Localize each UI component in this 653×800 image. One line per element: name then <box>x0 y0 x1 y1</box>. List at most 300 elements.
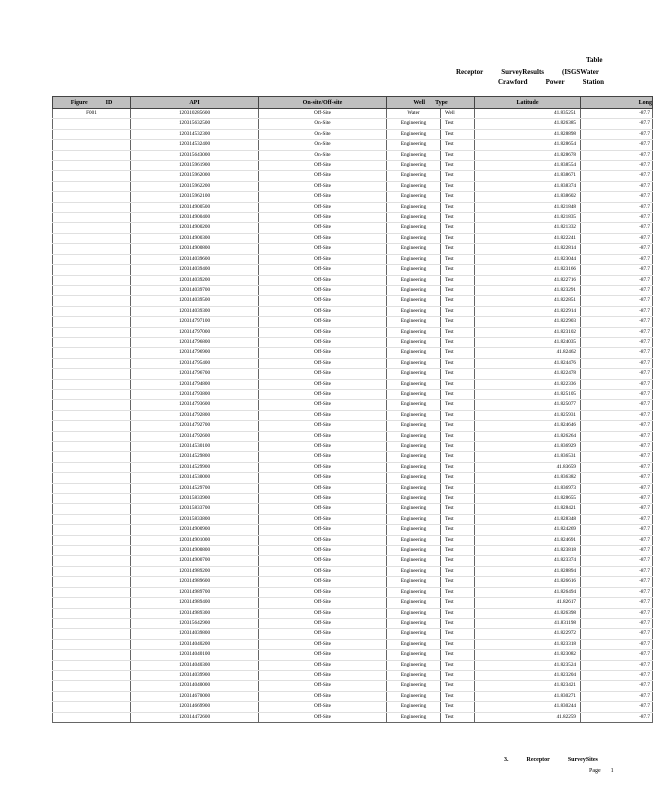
figure-id-cell <box>53 244 131 254</box>
table-row <box>53 598 653 608</box>
table-row <box>53 712 653 722</box>
table-row <box>53 566 653 576</box>
longitude-cell: -87.7 <box>581 233 653 243</box>
latitude-cell: 41.836973 <box>475 483 581 493</box>
footer-note <box>504 757 598 763</box>
table-row <box>53 650 653 660</box>
table-row <box>53 473 653 483</box>
longitude-cell: -87.7 <box>581 462 653 472</box>
type-cell: Test <box>441 140 475 150</box>
well-cell: Engineering <box>387 587 441 597</box>
longitude-cell: -87.7 <box>581 660 653 670</box>
longitude-cell: -87.7 <box>581 712 653 722</box>
table-row <box>53 442 653 452</box>
longitude-cell: -87.7 <box>581 452 653 462</box>
type-cell: Test <box>441 150 475 160</box>
figure-id-cell <box>53 296 131 306</box>
onsite-offsite-cell: Off-Site <box>259 254 387 264</box>
table-title-word: Table <box>586 56 603 64</box>
latitude-cell: 41.835251 <box>475 109 581 119</box>
latitude-cell: 41.824646 <box>475 421 581 431</box>
type-cell: Test <box>441 223 475 233</box>
table-row <box>53 577 653 587</box>
figure-id-cell <box>53 535 131 545</box>
type-cell: Test <box>441 618 475 628</box>
longitude-cell: -87.7 <box>581 275 653 285</box>
onsite-offsite-cell: Off-Site <box>259 306 387 316</box>
type-cell: Test <box>441 452 475 462</box>
table-row <box>53 337 653 347</box>
latitude-cell: 41.82617 <box>475 598 581 608</box>
figure-id-cell <box>53 233 131 243</box>
api-cell: 120314669900 <box>131 702 259 712</box>
latitude-cell: 41.822914 <box>475 306 581 316</box>
api-cell: 120314039900 <box>131 670 259 680</box>
well-cell: Engineering <box>387 650 441 660</box>
longitude-cell: -87.7 <box>581 546 653 556</box>
type-cell: Test <box>441 213 475 223</box>
api-cell: 120314900300 <box>131 233 259 243</box>
well-cell: Engineering <box>387 171 441 181</box>
longitude-cell: -87.7 <box>581 514 653 524</box>
type-cell: Test <box>441 369 475 379</box>
figure-id-cell <box>53 369 131 379</box>
figure-id-cell <box>53 452 131 462</box>
title-word-receptor: Receptor <box>456 68 484 76</box>
well-cell: Engineering <box>387 712 441 722</box>
table-row <box>53 389 653 399</box>
onsite-offsite-cell: Off-Site <box>259 525 387 535</box>
title-line-3 <box>498 78 622 86</box>
api-cell: 120310285600 <box>131 109 259 119</box>
longitude-cell: -87.7 <box>581 566 653 576</box>
table-row <box>53 462 653 472</box>
type-cell: Test <box>441 358 475 368</box>
latitude-cell: 41.828348 <box>475 514 581 524</box>
table-row <box>53 410 653 420</box>
figure-id-cell <box>53 348 131 358</box>
table-row <box>53 379 653 389</box>
api-cell: 120315961900 <box>131 161 259 171</box>
onsite-offsite-cell: Off-Site <box>259 202 387 212</box>
api-cell: 120314040100 <box>131 650 259 660</box>
table-row <box>53 296 653 306</box>
onsite-offsite-cell: Off-Site <box>259 410 387 420</box>
latitude-cell: 41.822241 <box>475 233 581 243</box>
longitude-cell: -87.7 <box>581 223 653 233</box>
api-cell: 120314532300 <box>131 129 259 139</box>
well-cell: Engineering <box>387 223 441 233</box>
figure-id-cell <box>53 650 131 660</box>
figure-id-cell <box>53 337 131 347</box>
latitude-cell: 41.823044 <box>475 254 581 264</box>
latitude-cell: 41.822478 <box>475 369 581 379</box>
well-cell: Engineering <box>387 306 441 316</box>
onsite-offsite-cell: Off-Site <box>259 400 387 410</box>
api-cell: 120314039600 <box>131 254 259 264</box>
latitude-cell: 41.824691 <box>475 535 581 545</box>
longitude-cell: -87.7 <box>581 369 653 379</box>
longitude-cell: -87.7 <box>581 348 653 358</box>
type-cell: Test <box>441 306 475 316</box>
table-row <box>53 109 653 119</box>
figure-id-cell <box>53 691 131 701</box>
latitude-cell: 41.823818 <box>475 546 581 556</box>
type-cell: Test <box>441 129 475 139</box>
onsite-offsite-cell: Off-Site <box>259 504 387 514</box>
title-word-power: Power <box>545 78 565 86</box>
type-cell: Test <box>441 566 475 576</box>
figure-id-cell <box>53 514 131 524</box>
figure-id-cell <box>53 379 131 389</box>
onsite-offsite-cell: Off-Site <box>259 598 387 608</box>
longitude-cell: -87.7 <box>581 421 653 431</box>
type-cell: Test <box>441 119 475 129</box>
table-row <box>53 233 653 243</box>
well-cell: Engineering <box>387 639 441 649</box>
onsite-offsite-cell: Off-Site <box>259 608 387 618</box>
type-cell: Test <box>441 285 475 295</box>
figure-id-cell <box>53 670 131 680</box>
figure-id-cell <box>53 306 131 316</box>
figure-id-cell <box>53 473 131 483</box>
type-cell: Test <box>441 483 475 493</box>
well-cell: Engineering <box>387 566 441 576</box>
longitude-cell: -87.7 <box>581 254 653 264</box>
receptor-table-container <box>52 96 653 736</box>
latitude-cell: 41.823102 <box>475 327 581 337</box>
footer-note-survey-sites: SurveySites <box>567 757 598 763</box>
onsite-offsite-cell: Off-Site <box>259 556 387 566</box>
well-cell: Engineering <box>387 161 441 171</box>
api-cell: 120314040200 <box>131 639 259 649</box>
figure-id-cell <box>53 639 131 649</box>
figure-id-cell <box>53 483 131 493</box>
longitude-cell: -87.7 <box>581 400 653 410</box>
onsite-offsite-cell: Off-Site <box>259 650 387 660</box>
type-cell: Test <box>441 327 475 337</box>
table-row <box>53 181 653 191</box>
longitude-cell: -87.7 <box>581 317 653 327</box>
type-cell: Test <box>441 702 475 712</box>
longitude-cell: -87.7 <box>581 587 653 597</box>
table-row <box>53 369 653 379</box>
table-row <box>53 629 653 639</box>
latitude-cell: 41.836382 <box>475 473 581 483</box>
api-cell: 120315962000 <box>131 171 259 181</box>
type-cell: Test <box>441 587 475 597</box>
figure-id-cell <box>53 400 131 410</box>
latitude-cell: 41.838671 <box>475 171 581 181</box>
well-cell: Engineering <box>387 525 441 535</box>
onsite-offsite-cell: Off-Site <box>259 109 387 119</box>
table-header-row <box>53 97 653 109</box>
receptor-table <box>52 96 653 723</box>
latitude-cell: 41.826398 <box>475 608 581 618</box>
latitude-cell: 41.824476 <box>475 358 581 368</box>
type-cell: Test <box>441 337 475 347</box>
well-cell: Engineering <box>387 254 441 264</box>
longitude-cell: -87.7 <box>581 161 653 171</box>
well-cell: Engineering <box>387 244 441 254</box>
well-cell: Engineering <box>387 379 441 389</box>
well-cell: Engineering <box>387 202 441 212</box>
latitude-cell: 41.828655 <box>475 494 581 504</box>
figure-id-cell <box>53 629 131 639</box>
well-cell: Engineering <box>387 691 441 701</box>
figure-id-cell <box>53 712 131 722</box>
longitude-cell: -87.7 <box>581 556 653 566</box>
type-cell: Test <box>441 244 475 254</box>
onsite-offsite-cell: On-Site <box>259 150 387 160</box>
api-cell: 120314900700 <box>131 556 259 566</box>
onsite-offsite-cell: Off-Site <box>259 389 387 399</box>
latitude-cell: 41.822814 <box>475 244 581 254</box>
table-row <box>53 556 653 566</box>
latitude-cell: 41.822851 <box>475 296 581 306</box>
api-cell: 120314900900 <box>131 525 259 535</box>
figure-id-cell <box>53 223 131 233</box>
table-row <box>53 119 653 129</box>
table-row <box>53 223 653 233</box>
latitude-cell: 41.838602 <box>475 192 581 202</box>
longitude-cell: -87.7 <box>581 265 653 275</box>
api-cell: 120314900200 <box>131 223 259 233</box>
onsite-offsite-cell: Off-Site <box>259 587 387 597</box>
table-row <box>53 494 653 504</box>
longitude-cell: -87.7 <box>581 504 653 514</box>
api-cell: 120314670000 <box>131 691 259 701</box>
longitude-cell: -87.7 <box>581 618 653 628</box>
figure-id-cell <box>53 161 131 171</box>
type-cell: Test <box>441 410 475 420</box>
table-row <box>53 681 653 691</box>
onsite-offsite-cell: Off-Site <box>259 535 387 545</box>
latitude-cell: 41.823318 <box>475 639 581 649</box>
longitude-cell: -87.7 <box>581 109 653 119</box>
onsite-offsite-cell: Off-Site <box>259 181 387 191</box>
table-row <box>53 348 653 358</box>
figure-id-cell <box>53 442 131 452</box>
type-cell: Test <box>441 546 475 556</box>
type-cell: Test <box>441 712 475 722</box>
latitude-cell: 41.823374 <box>475 556 581 566</box>
well-cell: Engineering <box>387 681 441 691</box>
type-cell: Test <box>441 598 475 608</box>
table-row <box>53 546 653 556</box>
page-number: 1 <box>610 768 614 774</box>
latitude-cell: 41.826494 <box>475 587 581 597</box>
onsite-offsite-cell: Off-Site <box>259 629 387 639</box>
longitude-cell: -87.7 <box>581 171 653 181</box>
type-cell: Test <box>441 161 475 171</box>
latitude-cell: 41.821835 <box>475 213 581 223</box>
api-cell: 120314900500 <box>131 202 259 212</box>
type-cell: Test <box>441 514 475 524</box>
onsite-offsite-cell: Off-Site <box>259 670 387 680</box>
table-row <box>53 265 653 275</box>
longitude-cell: -87.7 <box>581 681 653 691</box>
figure-id-cell <box>53 702 131 712</box>
type-cell: Test <box>441 275 475 285</box>
well-cell: Engineering <box>387 618 441 628</box>
type-cell: Test <box>441 473 475 483</box>
latitude-cell: 41.830271 <box>475 691 581 701</box>
well-cell: Engineering <box>387 389 441 399</box>
longitude-cell: -87.7 <box>581 379 653 389</box>
api-cell: 120314989700 <box>131 587 259 597</box>
api-cell: 120314039800 <box>131 629 259 639</box>
onsite-offsite-cell: Off-Site <box>259 317 387 327</box>
well-cell: Engineering <box>387 504 441 514</box>
type-cell: Test <box>441 681 475 691</box>
table-row <box>53 670 653 680</box>
figure-id-cell <box>53 317 131 327</box>
table-title <box>586 56 602 64</box>
type-cell: Test <box>441 577 475 587</box>
well-cell: Engineering <box>387 327 441 337</box>
well-cell: Engineering <box>387 494 441 504</box>
table-row <box>53 587 653 597</box>
onsite-offsite-cell: Off-Site <box>259 244 387 254</box>
table-row <box>53 514 653 524</box>
api-cell: 120314530100 <box>131 442 259 452</box>
type-cell: Test <box>441 431 475 441</box>
table-row <box>53 421 653 431</box>
figure-id-cell <box>53 421 131 431</box>
type-cell: Test <box>441 389 475 399</box>
table-row <box>53 275 653 285</box>
table-row <box>53 213 653 223</box>
longitude-cell: -87.7 <box>581 244 653 254</box>
onsite-offsite-cell: Off-Site <box>259 233 387 243</box>
longitude-cell: -87.7 <box>581 119 653 129</box>
well-cell: Engineering <box>387 608 441 618</box>
figure-id-cell <box>53 265 131 275</box>
type-cell: Test <box>441 421 475 431</box>
figure-id-cell <box>53 171 131 181</box>
figure-id-cell <box>53 462 131 472</box>
api-cell: 120315962200 <box>131 181 259 191</box>
type-cell: Test <box>441 462 475 472</box>
latitude-cell: 41.836531 <box>475 452 581 462</box>
longitude-cell: -87.7 <box>581 525 653 535</box>
onsite-offsite-cell: Off-Site <box>259 369 387 379</box>
longitude-cell: -87.7 <box>581 702 653 712</box>
table-row <box>53 244 653 254</box>
longitude-cell: -87.7 <box>581 140 653 150</box>
longitude-cell: -87.7 <box>581 337 653 347</box>
figure-id-cell <box>53 202 131 212</box>
latitude-cell: 41.823204 <box>475 670 581 680</box>
table-row <box>53 285 653 295</box>
latitude-cell: 41.823524 <box>475 660 581 670</box>
table-body <box>53 109 653 723</box>
well-cell: Engineering <box>387 473 441 483</box>
onsite-offsite-cell: Off-Site <box>259 327 387 337</box>
type-cell: Test <box>441 171 475 181</box>
api-cell: 120314989600 <box>131 577 259 587</box>
type-cell: Test <box>441 181 475 191</box>
onsite-offsite-cell: Off-Site <box>259 285 387 295</box>
well-cell: Engineering <box>387 556 441 566</box>
longitude-cell: -87.7 <box>581 431 653 441</box>
onsite-offsite-cell: Off-Site <box>259 275 387 285</box>
longitude-cell: -87.7 <box>581 358 653 368</box>
header-longitude: Long <box>581 97 653 109</box>
well-cell: Engineering <box>387 358 441 368</box>
api-cell: 120314796900 <box>131 348 259 358</box>
api-cell: 120314794800 <box>131 379 259 389</box>
onsite-offsite-cell: Off-Site <box>259 452 387 462</box>
well-cell: Engineering <box>387 233 441 243</box>
well-cell: Engineering <box>387 400 441 410</box>
latitude-cell: 41.826616 <box>475 577 581 587</box>
table-row <box>53 140 653 150</box>
table-row <box>53 691 653 701</box>
onsite-offsite-cell: Off-Site <box>259 473 387 483</box>
latitude-cell: 41.824035 <box>475 337 581 347</box>
api-cell: 120314039700 <box>131 285 259 295</box>
figure-id-cell <box>53 275 131 285</box>
type-cell: Well <box>441 109 475 119</box>
well-cell: Engineering <box>387 670 441 680</box>
api-cell: 120314792600 <box>131 431 259 441</box>
table-row <box>53 171 653 181</box>
title-word-isgs-water: (ISGSWater <box>562 68 599 76</box>
type-cell: Test <box>441 192 475 202</box>
figure-id-cell <box>53 556 131 566</box>
figure-id-cell <box>53 546 131 556</box>
latitude-cell: 41.838554 <box>475 161 581 171</box>
longitude-cell: -87.7 <box>581 598 653 608</box>
well-cell: Engineering <box>387 462 441 472</box>
table-row <box>53 129 653 139</box>
longitude-cell: -87.7 <box>581 150 653 160</box>
latitude-cell: 41.828678 <box>475 150 581 160</box>
well-cell: Engineering <box>387 150 441 160</box>
table-row <box>53 150 653 160</box>
onsite-offsite-cell: Off-Site <box>259 566 387 576</box>
api-cell: 120314793600 <box>131 400 259 410</box>
figure-id-cell <box>53 660 131 670</box>
api-cell: 120314796800 <box>131 337 259 347</box>
figure-id-cell <box>53 358 131 368</box>
longitude-cell: -87.7 <box>581 410 653 420</box>
type-cell: Test <box>441 379 475 389</box>
figure-id-cell <box>53 525 131 535</box>
table-row <box>53 535 653 545</box>
latitude-cell: 41.83659 <box>475 462 581 472</box>
api-cell: 120315962100 <box>131 192 259 202</box>
longitude-cell: -87.7 <box>581 608 653 618</box>
api-cell: 120314040000 <box>131 681 259 691</box>
latitude-cell: 41.822336 <box>475 379 581 389</box>
latitude-cell: 41.828898 <box>475 129 581 139</box>
onsite-offsite-cell: Off-Site <box>259 702 387 712</box>
figure-id-cell: F001 <box>53 109 131 119</box>
figure-id-cell <box>53 566 131 576</box>
well-cell: Engineering <box>387 140 441 150</box>
figure-id-cell <box>53 431 131 441</box>
type-cell: Test <box>441 660 475 670</box>
well-cell: Engineering <box>387 546 441 556</box>
latitude-cell: 41.82259 <box>475 712 581 722</box>
well-cell: Engineering <box>387 337 441 347</box>
onsite-offsite-cell: Off-Site <box>259 337 387 347</box>
longitude-cell: -87.7 <box>581 691 653 701</box>
table-row <box>53 327 653 337</box>
